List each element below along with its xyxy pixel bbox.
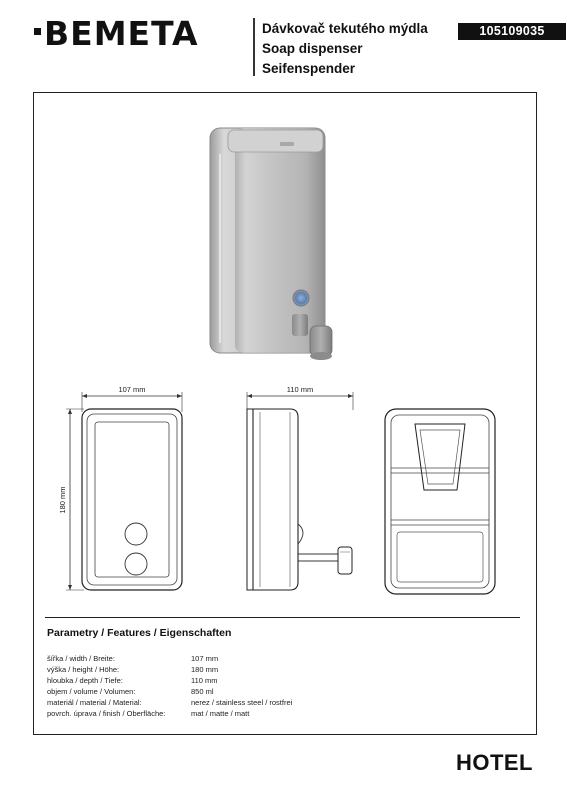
product-code-badge: 105109035 xyxy=(458,23,566,40)
side-view-drawing xyxy=(247,385,353,590)
spec-label-volume: objem / volume / Volumen: xyxy=(47,687,136,696)
side-depth-label: 110 mm xyxy=(286,385,314,394)
logo-mark xyxy=(34,28,41,35)
category-label: HOTEL xyxy=(455,750,533,775)
front-width-label: 107 mm xyxy=(118,385,146,394)
spec-value-material: nerez / stainless steel / rostfrei xyxy=(191,698,293,707)
features-title: Parametry / Features / Eigenschaften xyxy=(47,627,232,639)
section-divider xyxy=(45,617,520,618)
spec-value-width: 107 mm xyxy=(191,654,219,663)
spec-label-depth: hloubka / depth / Tiefe: xyxy=(47,676,123,685)
height-label: 180 mm xyxy=(58,486,67,514)
spec-label-width: šířka / width / Breite: xyxy=(47,654,115,663)
product-title-cs: Dávkovač tekutého mýdla xyxy=(262,21,428,36)
technical-drawings xyxy=(40,382,530,602)
spec-label-finish: povrch. úprava / finish / Oberfläche: xyxy=(47,709,166,718)
spec-value-height: 180 mm xyxy=(191,665,219,674)
product-photo xyxy=(190,118,365,368)
spec-label-height: výška / height / Höhe: xyxy=(47,665,120,674)
spec-value-finish: mat / matte / matt xyxy=(191,709,250,718)
product-title-de: Seifenspender xyxy=(262,61,356,76)
spec-value-volume: 850 ml xyxy=(191,687,214,696)
back-view-drawing xyxy=(385,409,495,594)
product-title-en: Soap dispenser xyxy=(262,41,363,56)
front-view-drawing xyxy=(58,385,182,590)
header-divider xyxy=(253,18,255,76)
spec-label-material: materiál / material / Material: xyxy=(47,698,142,707)
spec-value-depth: 110 mm xyxy=(191,676,218,685)
brand-logo: BEMETA xyxy=(44,14,199,53)
